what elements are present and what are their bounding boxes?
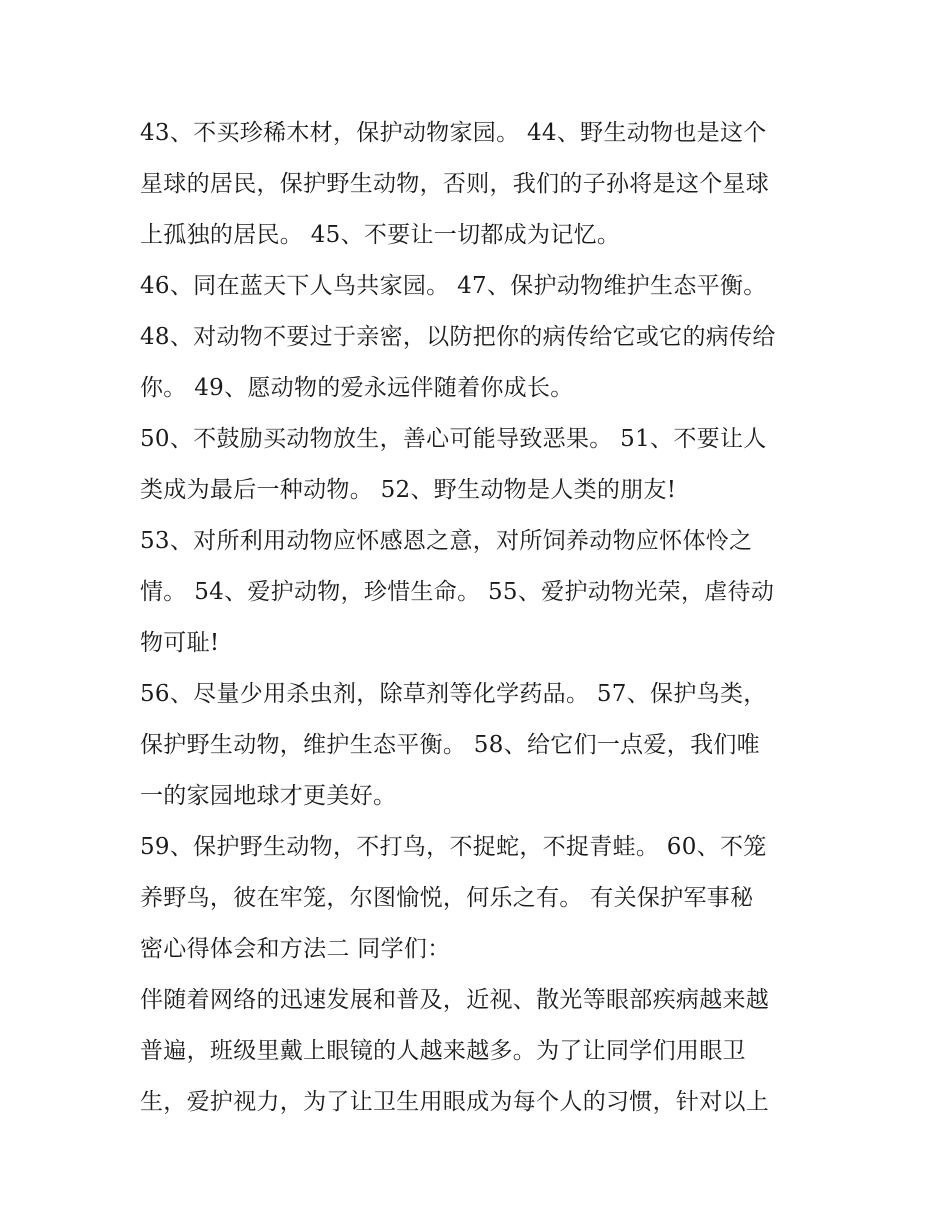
text-line: 50、不鼓励买动物放生，善心可能导致恶果。 51、不要让人 bbox=[140, 426, 767, 452]
text-line: 密心得体会和方法二 同学们： bbox=[140, 936, 451, 962]
text-line: 59、保护野生动物，不打鸟，不捉蛇，不捉青蛙。 60、不笼 bbox=[140, 834, 767, 860]
text-line: 48、对动物不要过于亲密，以防把你的病传给它或它的病传给 bbox=[140, 324, 776, 350]
text-line: 普遍，班级里戴上眼镜的人越来越多。为了让同学们用眼卫 bbox=[140, 1038, 746, 1064]
text-line: 物可耻! bbox=[140, 630, 220, 656]
text-line: 53、对所利用动物应怀感恩之意，对所饲养动物应怀体怜之 bbox=[140, 528, 753, 554]
text-line: 43、不买珍稀木材，保护动物家园。 44、野生动物也是这个 bbox=[140, 120, 767, 146]
text-line: 类成为最后一种动物。 52、野生动物是人类的朋友! bbox=[140, 477, 677, 503]
text-line: 养野鸟，彼在牢笼，尔图愉悦，何乐之有。 有关保护军事秘 bbox=[140, 885, 754, 911]
text-line: 46、同在蓝天下人鸟共家园。 47、保护动物维护生态平衡。 bbox=[140, 273, 767, 299]
text-line: 56、尽量少用杀虫剂，除草剂等化学药品。 57、保护鸟类， bbox=[140, 681, 767, 707]
text-line: 上孤独的居民。 45、不要让一切都成为记忆。 bbox=[140, 222, 621, 248]
text-line: 情。 54、爱护动物，珍惜生命。 55、爱护动物光荣，虐待动 bbox=[140, 579, 775, 605]
text-line: 伴随着网络的迅速发展和普及，近视、散光等眼部疾病越来越 bbox=[140, 987, 770, 1013]
text-line: 保护野生动物，维护生态平衡。 58、给它们一点爱，我们唯 bbox=[140, 732, 760, 758]
document-body bbox=[140, 108, 830, 1128]
text-line: 你。 49、愿动物的爱永远伴随着你成长。 bbox=[140, 375, 574, 401]
text-line: 星球的居民，保护野生动物，否则，我们的子孙将是这个星球 bbox=[140, 171, 770, 197]
text-line: 生，爱护视力，为了让卫生用眼成为每个人的习惯，针对以上 bbox=[140, 1089, 770, 1115]
text-line: 一的家园地球才更美好。 bbox=[140, 783, 397, 809]
